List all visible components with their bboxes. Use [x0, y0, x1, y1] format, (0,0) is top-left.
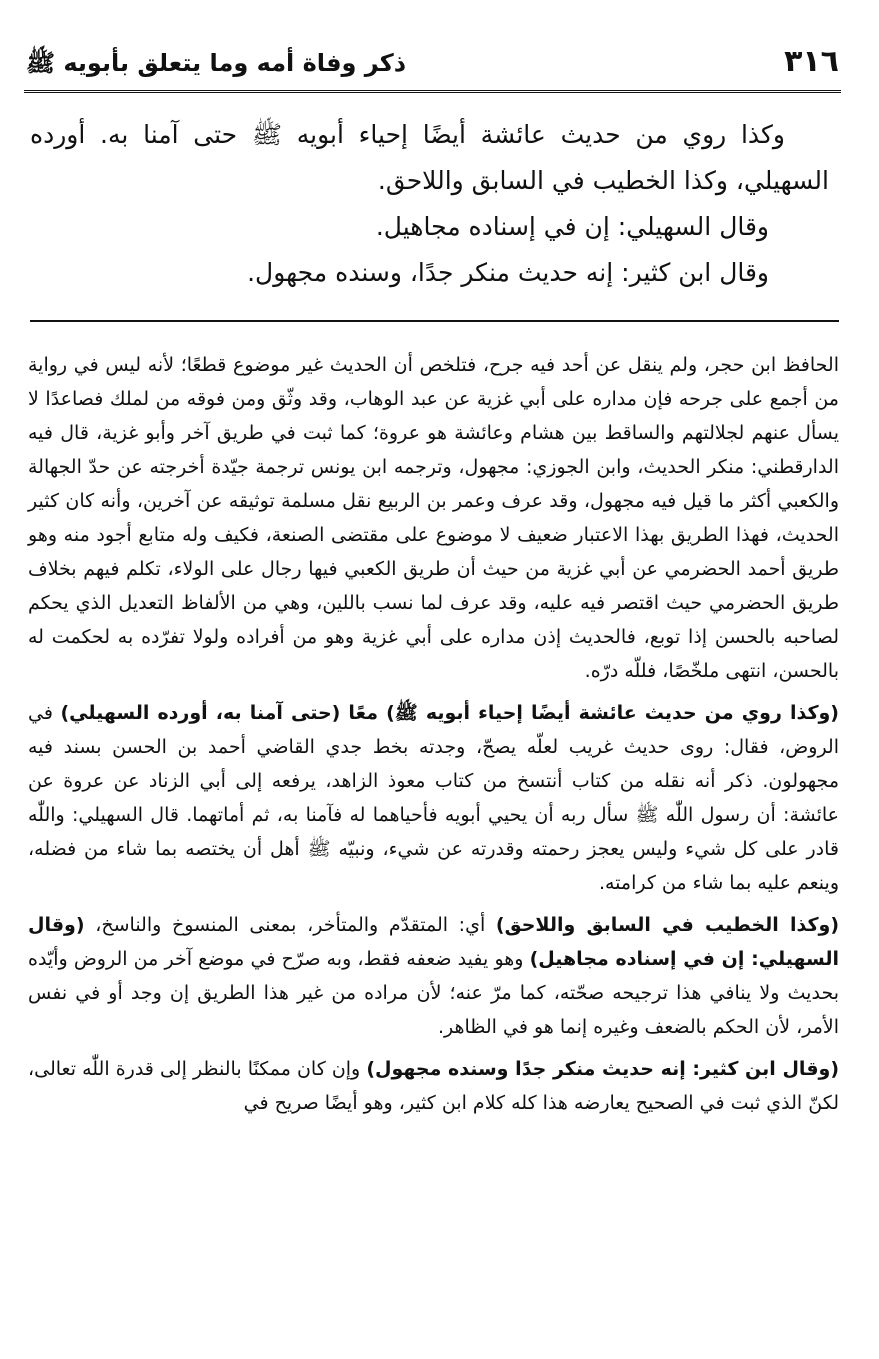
page-header [26, 42, 839, 90]
running-title: ذكر وفاة أمه وما يتعلق بأبويه ﷺ [26, 49, 407, 77]
quoted-matn: (وكذا الخطيب في السابق واللاحق) [495, 914, 840, 936]
quoted-matn: (وقال ابن كثير: إنه حديث منكر جدًا وسنده مجهول) [366, 1058, 839, 1080]
matn-line-3: وقال ابن كثير: إنه حديث منكر جدًا، وسنده مجهول. [247, 258, 769, 287]
header-rule [24, 90, 841, 93]
commentary-paragraph-3 [28, 908, 839, 1044]
commentary-paragraph-2 [28, 696, 839, 900]
page-number: ٣١٦ [784, 44, 839, 79]
matn-line-1: وكذا روي من حديث عائشة أيضًا إحياء أبويه ﷺ حتى آمنا به. أورده السهيلي، وكذا الخطيب في السابق واللاحق. [30, 120, 829, 195]
commentary-text [28, 348, 839, 1128]
commentary-paragraph-1: الحافظ ابن حجر، ولم ينقل عن أحد فيه جرح، فتلخص أن الحديث غير موضوع قطعًا؛ لأنه ليس في رواية من أجمع على جرحه فإن مداره على أبي غزية عن عبد الوهاب، وقد وثّق ومن فوقه من لملك فصاعدًا لا يسأل عنهم لجلالتهم والساقط بين هشام وعائشة هو عروة؛ كما ثبت في طريق آخر وأبو غزية، قال فيه الدارقطني: منكر الحديث، وابن الجوزي: مجهول، وترجمه ابن يونس ترجمة جيّدة أخرجته عن حدّ الجهالة والكعبي أكثر ما قيل فيه مجهول، وقد عرف وعمر بن الربيع نقل مسلمة توثيقه عن آخرين، وأنه كان كثير الحديث، فهذا الطريق بهذا الاعتبار ضعيف لا موضوع على مقتضى الصنعة، فكيف وله متابع أجود منه وهو طريق أحمد الحضرمي عن أبي غزية من حيث أن طريق الكعبي فيها رجال على الولاء، تكلم فيهم بخلاف طريق الحضرمي حيث اقتصر فيه عليه، وقد عرف لما نسب باللين، وهي من الألفاظ التعديل الذي يحكم لصاحبه بالحسن إذا توبع، فالحديث إذن مداره على أبي غزية وهو من أفراده ولولا تفرّده به لحكمت له بالحسن، انتهى ملخّصًا، فللّه درّه. [28, 354, 839, 682]
quoted-matn: (وقال السهيلي: إن في إسناده مجاهيل) [28, 914, 839, 970]
matn-text [30, 112, 829, 296]
commentary-paragraph-4 [28, 1052, 839, 1120]
commentary-text-span: في الروض، فقال: روى حديث غريب لعلّه يصحّ، وجدته بخط جدي القاضي أحمد بن الحسن بسند فيه مجهولون. ذكر أنه نقله من كتاب أنتسخ من كتاب معوذ الزاهد، يرفعه إلى أبي الزناد عن عروة عن عائشة: أن رسول اللّٰه ﷺ سأل ربه أن يحيي أبويه فأحياهما له فآمنا به، ثم أماتهما. قال السهيلي: واللّٰه قادر على كل شيء وليس يعجز رحمته وقدرته عن شيء، ونبيّه ﷺ أهل أن يختصه بما شاء من فضله، وينعم عليه بما شاء من كرامته. [28, 702, 839, 894]
commentary-text-span: أي: المتقدّم والمتأخر، بمعنى المنسوخ والناسخ، [84, 914, 496, 936]
matn-line-2: وقال السهيلي: إن في إسناده مجاهيل. [375, 212, 769, 241]
commentary-text-span: وهو يفيد ضعفه فقط، وبه صرّح في موضع آخر من الروض وأيّده بحديث ولا ينافي هذا ترجيحه صحّته، كما مرّ عنه؛ لأن مراده من غير هذا الطريق إن وجد أو في نفس الأمر، لأن الحكم بالضعف وغيره إنما هو في الظاهر. [28, 948, 839, 1038]
quoted-matn: (وكذا روي من حديث عائشة أيضًا إحياء أبويه ﷺ) معًا (حتى آمنا به، أورده السهيلي) [60, 702, 839, 724]
section-divider [30, 320, 839, 322]
commentary-text-span: وإن كان ممكنًا بالنظر إلى قدرة اللّٰه تعالى، لكنّ الذي ثبت في الصحيح يعارضه هذا كله كلام ابن كثير، وهو أيضًا صريح في [28, 1058, 839, 1114]
